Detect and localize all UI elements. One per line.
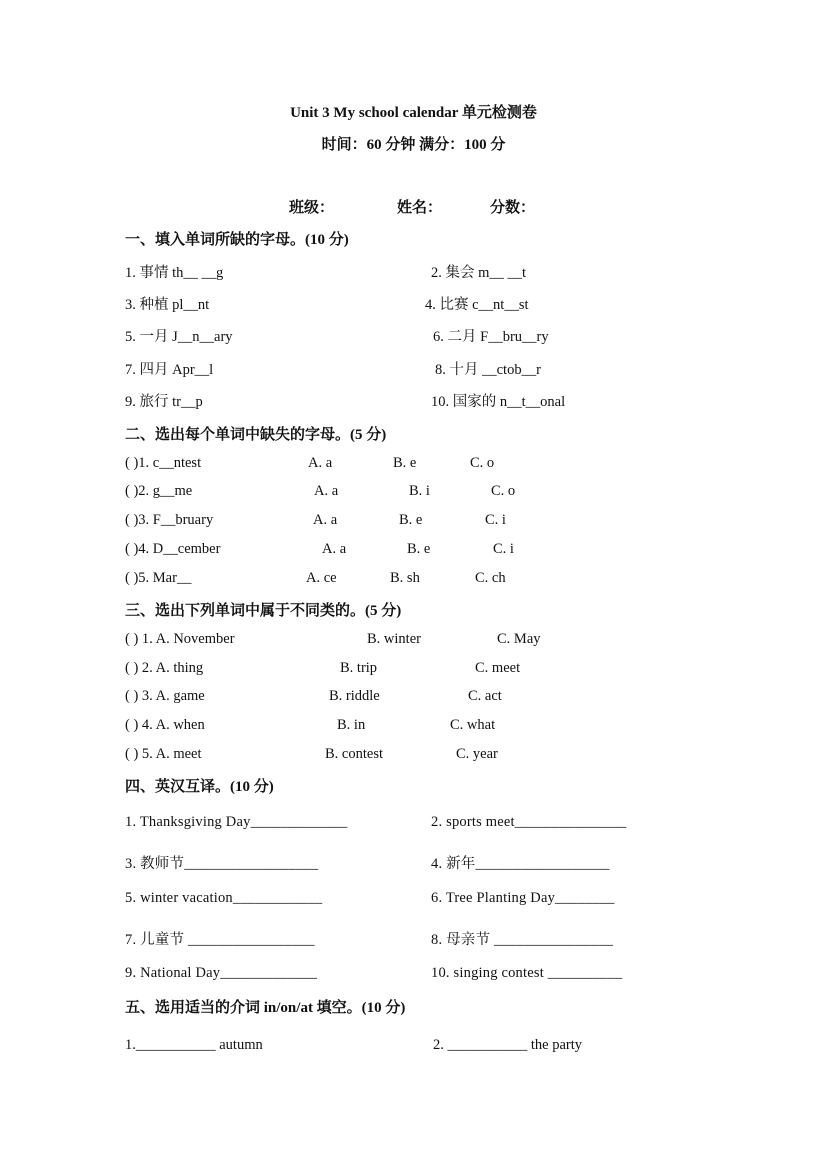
s2-question: ( )1. c__ntest: [125, 455, 202, 471]
s2-option-b: B. e: [399, 512, 423, 528]
exam-time-score: 时间：60 分钟 满分：100 分: [321, 137, 506, 153]
s2-question: ( )4. D__cember: [125, 541, 221, 557]
s4-item: 3. 教师节__________________: [125, 856, 319, 872]
s1-item: 2. 集会 m__ __t: [431, 265, 527, 281]
s2-question: ( )2. g__me: [125, 483, 193, 499]
s2-option-b: B. sh: [390, 570, 420, 586]
s1-item: 5. 一月 J__n__ary: [125, 329, 233, 345]
s2-option-c: C. i: [493, 541, 514, 557]
s2-option-b: B. e: [393, 455, 417, 471]
s3-option-b: B. contest: [325, 746, 383, 762]
s4-item: 2. sports meet_______________: [431, 814, 627, 830]
s3-option-c: C. May: [497, 631, 541, 647]
s1-item: 7. 四月 Apr__l: [125, 362, 214, 378]
s2-question: ( )5. Mar__: [125, 570, 192, 586]
s3-question: ( ) 4. A. when: [125, 717, 205, 733]
s3-option-c: C. what: [450, 717, 496, 733]
s2-option-a: A. a: [308, 455, 333, 471]
name-label: 姓名：: [397, 200, 443, 216]
s4-item: 5. winter vacation____________: [125, 890, 323, 906]
section-4-heading: 四、英汉互译。(10 分): [125, 779, 274, 795]
s3-option-b: B. winter: [367, 631, 421, 647]
score-label: 分数：: [490, 200, 536, 216]
s2-option-b: B. i: [409, 483, 430, 499]
s3-question: ( ) 3. A. game: [125, 688, 205, 704]
s1-item: 8. 十月 __ctob__r: [435, 362, 541, 378]
section-2-heading: 二、选出每个单词中缺失的字母。(5 分): [125, 427, 387, 443]
s3-option-b: B. in: [337, 717, 366, 733]
s3-option-c: C. act: [468, 688, 502, 704]
s1-item: 10. 国家的 n__t__onal: [431, 394, 566, 410]
s2-option-c: C. ch: [475, 570, 506, 586]
s2-option-c: C. i: [485, 512, 506, 528]
s4-item: 6. Tree Planting Day________: [431, 890, 615, 906]
s2-option-a: A. a: [313, 512, 338, 528]
s2-option-c: C. o: [470, 455, 495, 471]
s3-option-c: C. year: [456, 746, 498, 762]
s1-item: 6. 二月 F__bru__ry: [433, 329, 549, 345]
s3-question: ( ) 1. A. November: [125, 631, 235, 647]
s2-option-b: B. e: [407, 541, 431, 557]
s3-question: ( ) 2. A. thing: [125, 660, 204, 676]
s4-item: 8. 母亲节 ________________: [431, 932, 614, 948]
s2-option-a: A. a: [322, 541, 347, 557]
s4-item: 4. 新年__________________: [431, 856, 610, 872]
s4-item: 1. Thanksgiving Day_____________: [125, 814, 348, 830]
s3-question: ( ) 5. A. meet: [125, 746, 202, 762]
page-title: Unit 3 My school calendar 单元检测卷: [290, 105, 537, 121]
s2-option-a: A. a: [314, 483, 339, 499]
s4-item: 10. singing contest __________: [431, 965, 623, 981]
section-5-heading: 五、选用适当的介词 in/on/at 填空。(10 分): [125, 1000, 406, 1016]
class-label: 班级：: [289, 200, 335, 216]
section-3-heading: 三、选出下列单词中属于不同类的。(5 分): [125, 603, 402, 619]
s1-item: 4. 比赛 c__nt__st: [425, 297, 529, 313]
section-1-heading: 一、填入单词所缺的字母。(10 分): [125, 232, 349, 248]
s5-item: 2. ___________ the party: [433, 1037, 583, 1053]
s2-option-c: C. o: [491, 483, 516, 499]
s1-item: 9. 旅行 tr__p: [125, 394, 203, 410]
s2-option-a: A. ce: [306, 570, 337, 586]
s3-option-c: C. meet: [475, 660, 521, 676]
s1-item: 3. 种植 pl__nt: [125, 297, 210, 313]
s4-item: 7. 儿童节 _________________: [125, 932, 315, 948]
s4-item: 9. National Day_____________: [125, 965, 318, 981]
s3-option-b: B. trip: [340, 660, 378, 676]
s5-item: 1.___________ autumn: [125, 1037, 263, 1053]
s2-question: ( )3. F__bruary: [125, 512, 214, 528]
s3-option-b: B. riddle: [329, 688, 380, 704]
s1-item: 1. 事情 th__ __g: [125, 265, 224, 281]
